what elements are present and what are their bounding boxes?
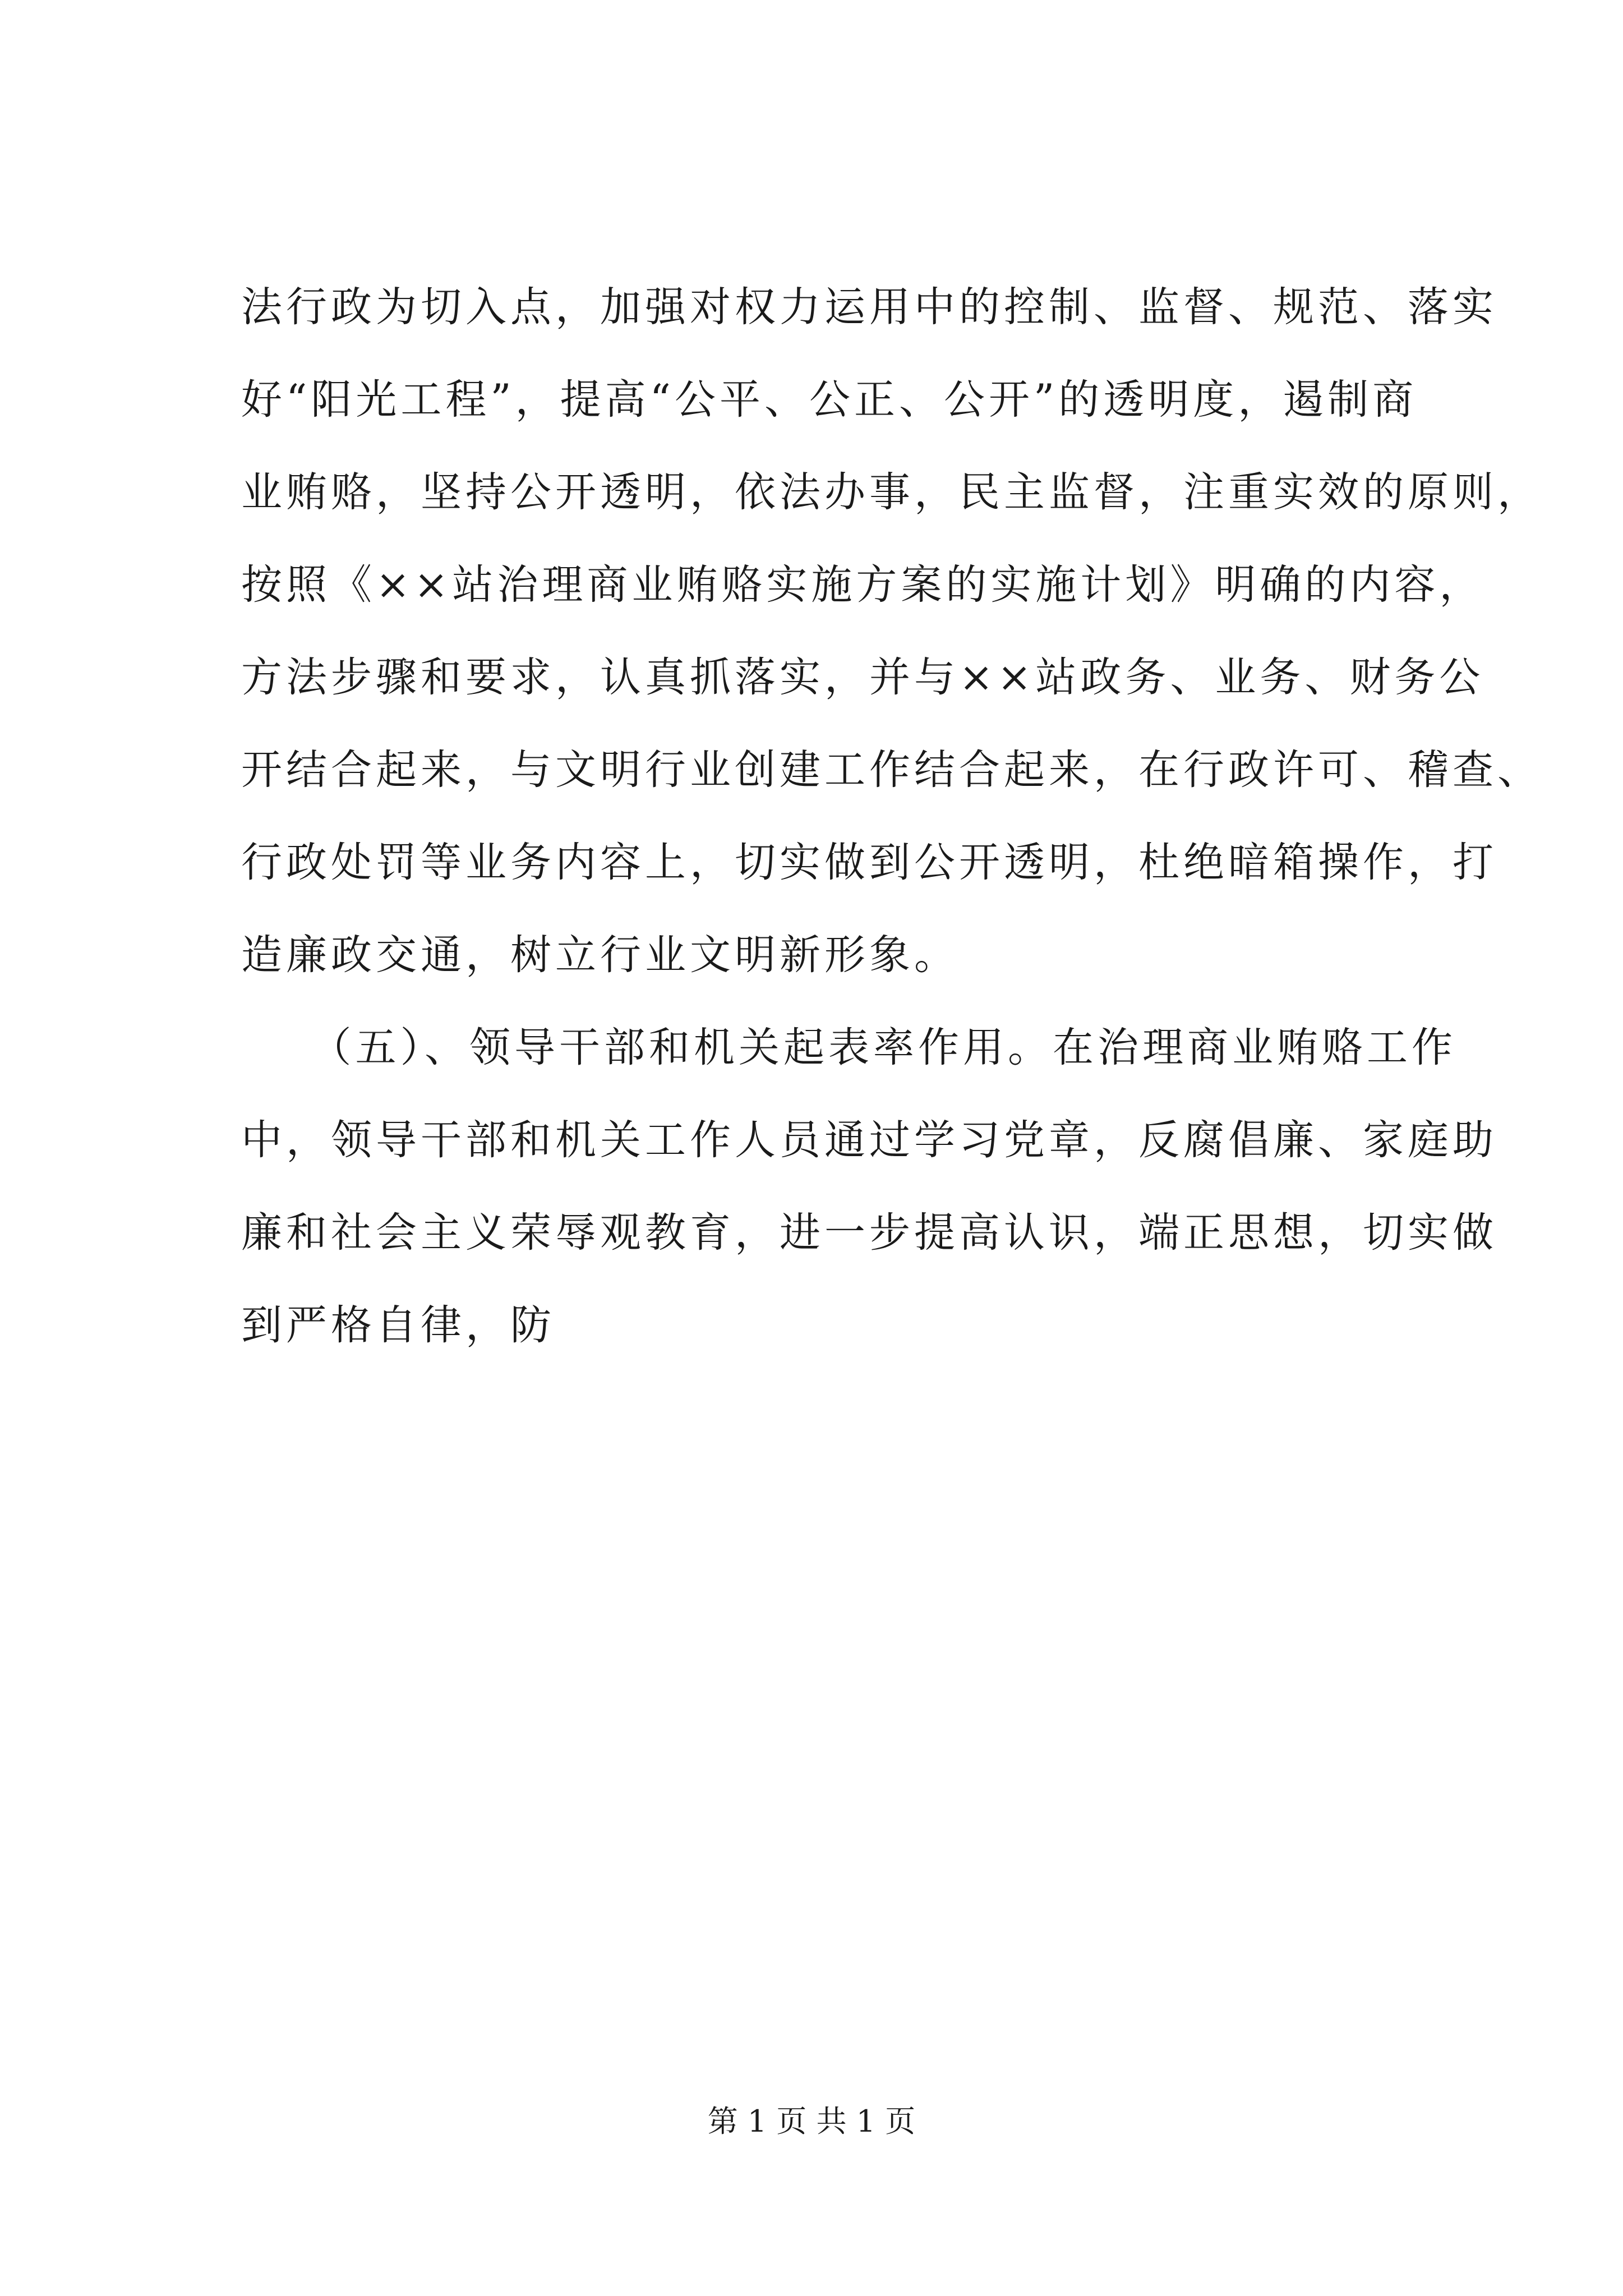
body-text [241, 261, 1542, 1372]
text-line: （五）、领导干部和机关起表率作用。在治理商业贿赂工作 [241, 1024, 1456, 1071]
text-line: 廉和社会主义荣辱观教育，进一步提高认识，端正思想，切实做 [241, 1209, 1497, 1257]
text-line: 法行政为切入点，加强对权力运用中的控制、监督、规范、落实 [241, 283, 1497, 331]
text-line: 按照《××站治理商业贿赂实施方案的实施计划》明确的内容， [241, 561, 1484, 609]
text-line: 开结合起来，与文明行业创建工作结合起来，在行政许可、稽查、 [241, 746, 1542, 794]
text-line: 到严格自律，防 [241, 1301, 555, 1349]
text-line: 好“阳光工程”，提高“公平、公正、公开”的透明度，遏制商 [241, 376, 1418, 424]
text-line: 行政处罚等业务内容上，切实做到公开透明，杜绝暗箱操作，打 [241, 839, 1497, 886]
page-number: 第 1 页 共 1 页 [707, 2104, 916, 2139]
page-footer [0, 2099, 1623, 2144]
text-line: 业贿赂，坚持公开透明，依法办事，民主监督，注重实效的原则， [241, 468, 1542, 516]
text-line: 中，领导干部和机关工作人员通过学习党章，反腐倡廉、家庭助 [241, 1116, 1497, 1164]
text-line: 造廉政交通，树立行业文明新形象。 [241, 931, 959, 979]
text-line: 方法步骤和要求，认真抓落实，并与××站政务、业务、财务公 [241, 654, 1484, 701]
